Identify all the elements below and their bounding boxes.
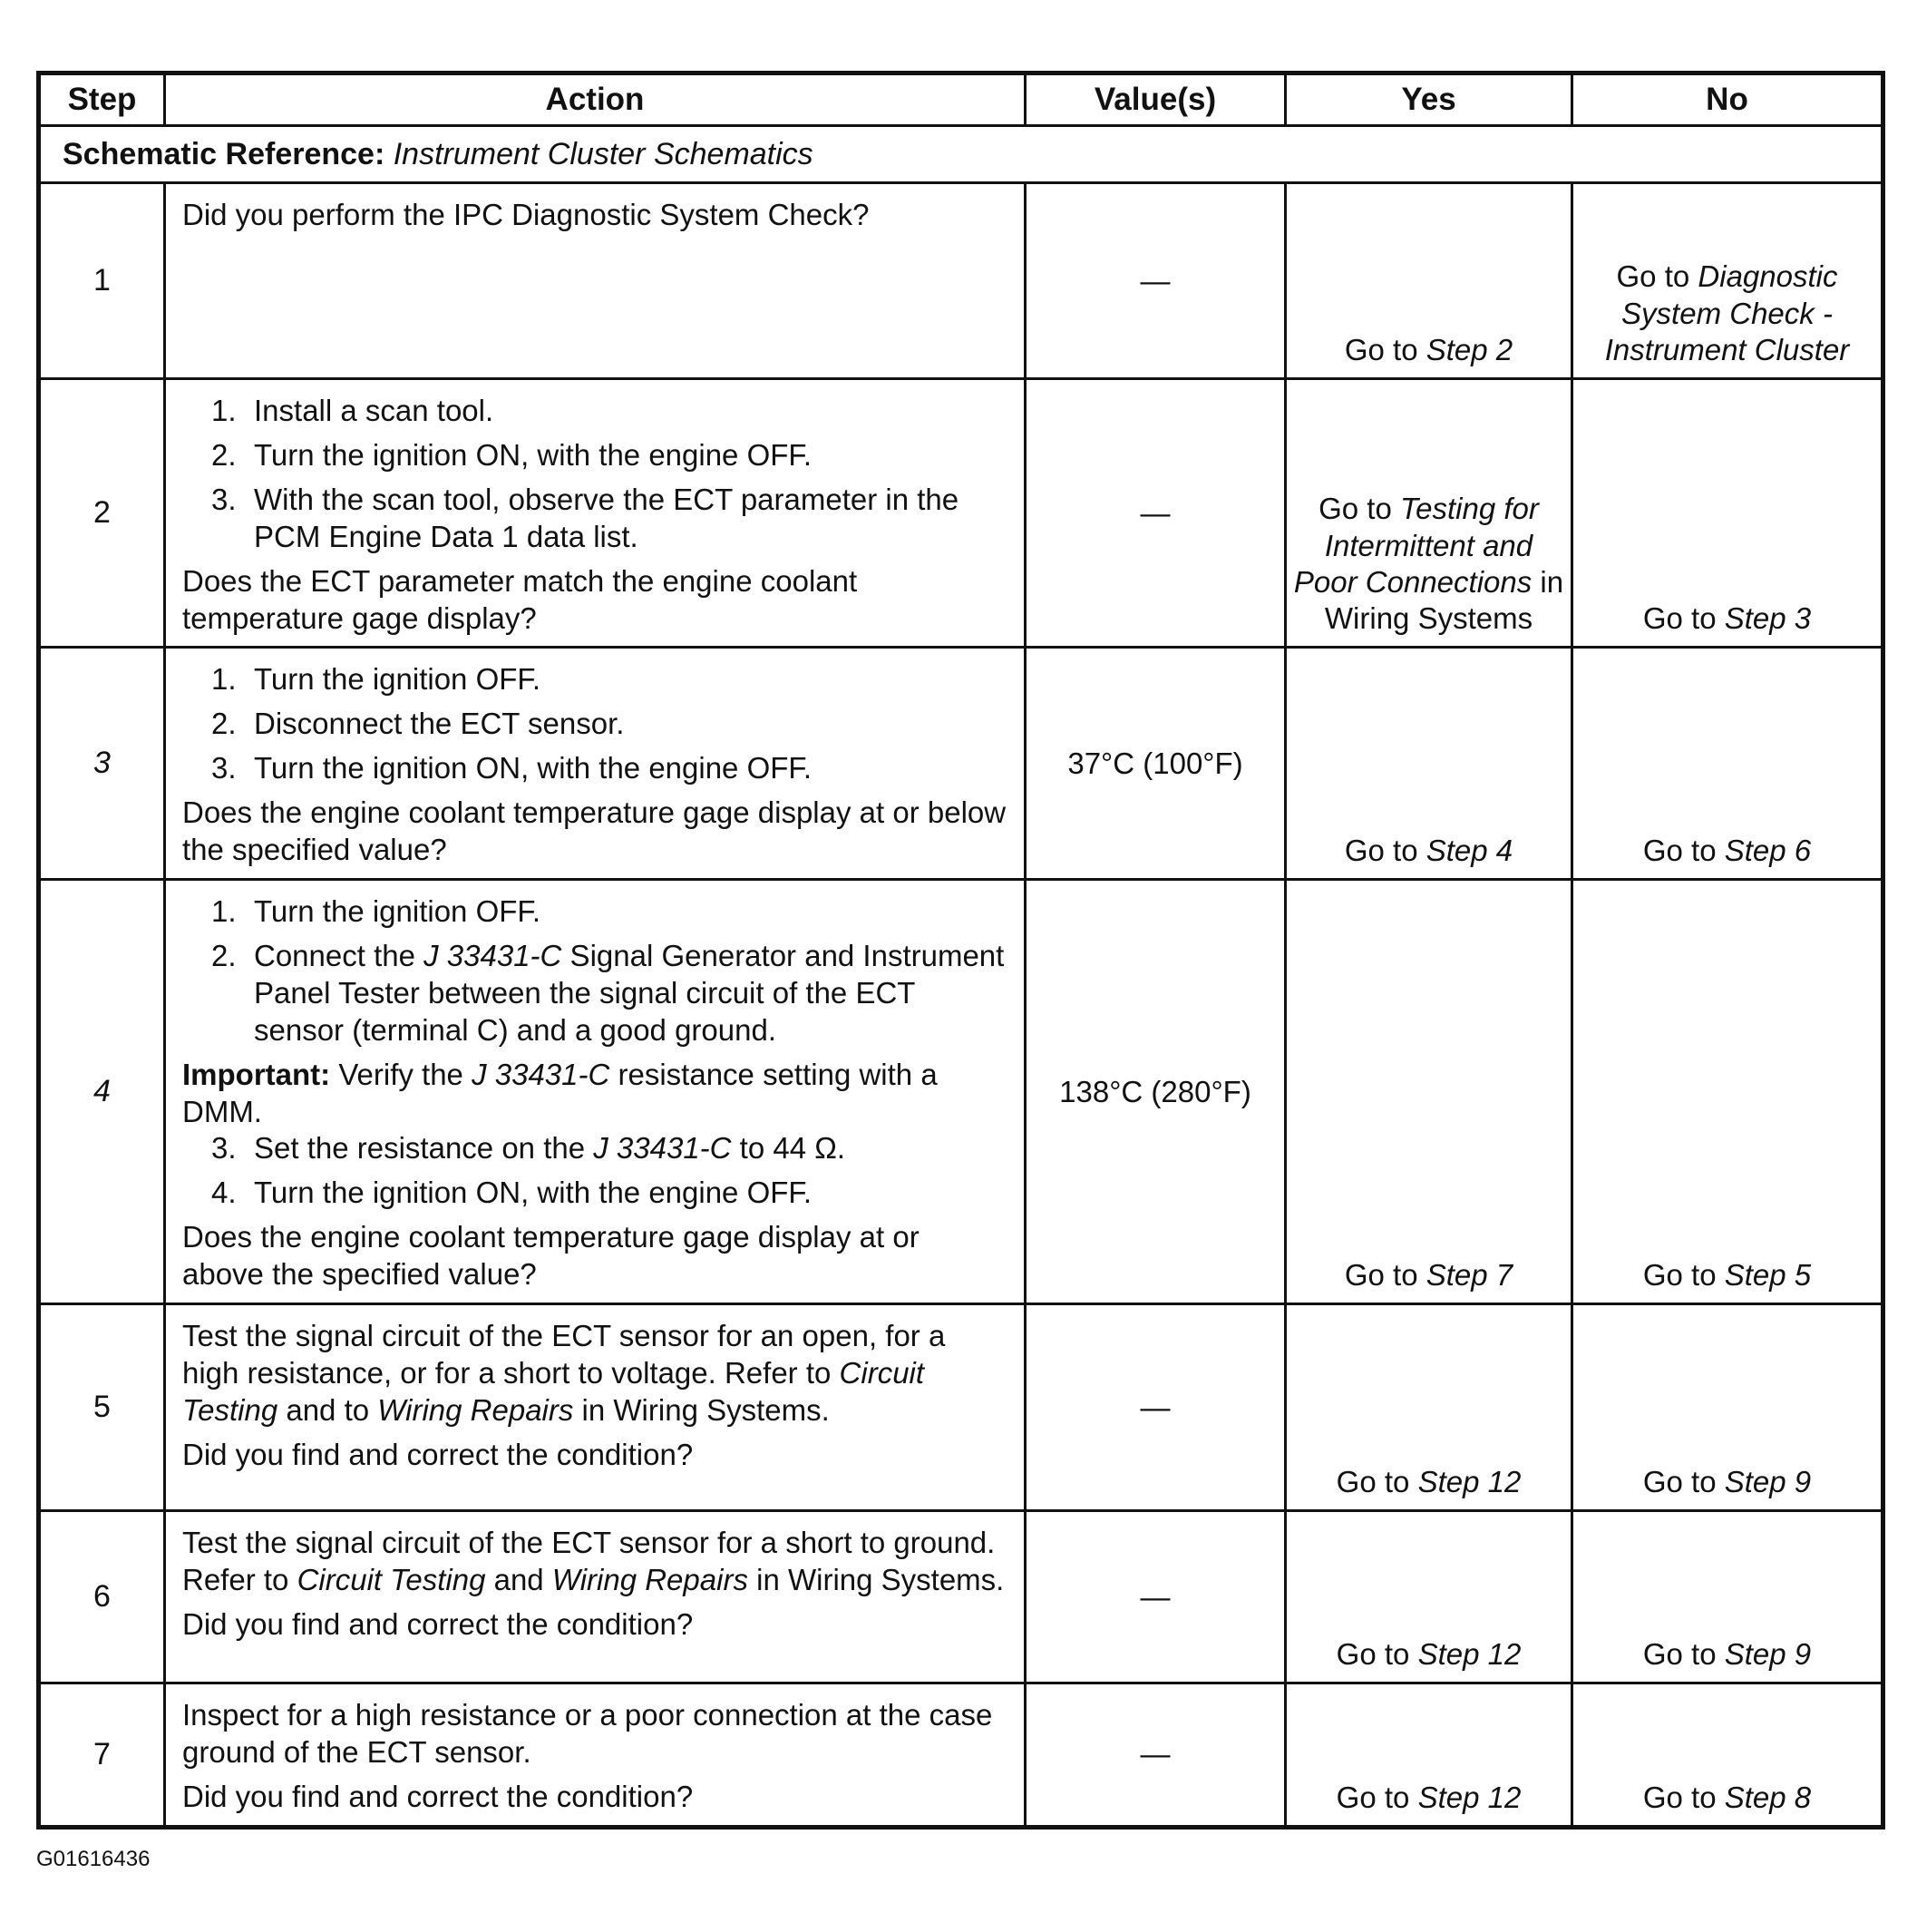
table-row (39, 879, 1883, 1303)
cross-reference-text[interactable]: Step 8 (1724, 1780, 1812, 1814)
text-run: Go to (1336, 1464, 1418, 1498)
text-run: Go to (1336, 1780, 1418, 1814)
action-cell (165, 1683, 1026, 1828)
procedure-item (182, 393, 1007, 430)
text-run: Go to (1642, 1464, 1725, 1498)
value-cell: — (1026, 1511, 1286, 1683)
cross-reference-text[interactable]: Circuit Testing (297, 1562, 486, 1596)
procedure-item (182, 938, 1007, 1049)
text-run: Turn the ignition ON, with the engine OFF. (254, 751, 813, 785)
procedure-list (182, 661, 1007, 787)
cross-reference-text[interactable]: Step 9 (1724, 1636, 1812, 1671)
text-run: Go to (1344, 833, 1426, 867)
yes-cell (1286, 183, 1572, 379)
procedure-item (182, 1130, 1007, 1167)
text-run: Go to (1344, 1257, 1426, 1292)
action-paragraph (182, 795, 1007, 869)
procedure-list (182, 1130, 1007, 1212)
procedure-item-number: 2. (211, 437, 237, 472)
cross-reference-text[interactable]: J 33431-C (472, 1057, 610, 1091)
procedure-item (182, 750, 1007, 787)
text-run: in Wiring Systems. (747, 1562, 1005, 1596)
procedure-item (182, 661, 1007, 698)
text-run: Turn the ignition OFF. (254, 662, 541, 697)
procedure-item-number: 1. (211, 662, 237, 697)
table-row (39, 1304, 1883, 1511)
action-paragraph (182, 1437, 1007, 1474)
action-cell (165, 1304, 1026, 1511)
value-cell: 37°C (100°F) (1026, 648, 1286, 880)
cross-reference-text[interactable]: Wiring Repairs (551, 1562, 748, 1596)
action-cell (165, 183, 1026, 379)
table-row (39, 379, 1883, 648)
header-no: No (1572, 73, 1883, 126)
procedure-item-number: 1. (211, 394, 237, 427)
step-number: 5 (39, 1304, 165, 1511)
text-run: Install a scan tool. (254, 394, 494, 427)
text-run: Turn the ignition ON, with the engine OFF. (254, 437, 813, 472)
text-run: Does the ECT parameter match the engine coolant temperature gage display? (182, 563, 858, 635)
procedure-item-number: 3. (211, 482, 237, 516)
text-run: Set the resistance on the (254, 1131, 594, 1166)
text-run: With the scan tool, observe the ECT parameter in the PCM Engine Data 1 data list. (254, 482, 959, 553)
procedure-item-number: 2. (211, 938, 237, 972)
text-run: Go to (1642, 1636, 1725, 1671)
action-cell (165, 1511, 1026, 1683)
text-run: Connect the (254, 938, 424, 972)
procedure-item (182, 437, 1007, 474)
procedure-list (182, 893, 1007, 1049)
cross-reference-text[interactable]: Step 5 (1724, 1257, 1812, 1292)
text-run: Verify the (330, 1057, 472, 1091)
yes-cell (1286, 1304, 1572, 1511)
text-run: Go to (1642, 833, 1725, 867)
procedure-item-number: 3. (211, 1131, 237, 1166)
header-action: Action (165, 73, 1026, 126)
no-cell (1572, 1683, 1883, 1828)
no-cell (1572, 183, 1883, 379)
action-paragraph (182, 1525, 1007, 1599)
procedure-item-number: 2. (211, 707, 237, 741)
text-run: Did you find and correct the condition? (182, 1437, 694, 1471)
text-run: Inspect for a high resistance or a poor connection at the case ground of the ECT sensor. (182, 1698, 993, 1769)
cross-reference-text[interactable]: Step 9 (1724, 1464, 1812, 1498)
value-cell: — (1026, 1304, 1286, 1511)
no-cell (1572, 879, 1883, 1303)
procedure-item (182, 482, 1007, 556)
no-cell (1572, 379, 1883, 648)
header-yes: Yes (1286, 73, 1572, 126)
cross-reference-text[interactable]: Step 4 (1426, 833, 1513, 867)
procedure-item (182, 893, 1007, 931)
action-cell (165, 648, 1026, 880)
value-cell: 138°C (280°F) (1026, 879, 1286, 1303)
figure-id: G01616436 (36, 1847, 151, 1871)
procedure-item (182, 1175, 1007, 1212)
text-run: and to (277, 1392, 378, 1427)
schematic-reference (39, 126, 1883, 183)
text-run: Test the signal circuit of the ECT sensor for an open, for a high resistance, or for a short to voltage. Refer to (182, 1319, 946, 1390)
action-paragraph (182, 1057, 1007, 1131)
cross-reference-text[interactable]: Step 6 (1724, 833, 1812, 867)
action-cell (165, 879, 1026, 1303)
text-run: Go to (1344, 332, 1426, 366)
text-run: Did you find and correct the condition? (182, 1606, 694, 1641)
text-run: Did you perform the IPC Diagnostic System Check? (182, 198, 870, 231)
table-row (39, 1683, 1883, 1828)
schematic-reference-link[interactable]: Instrument Cluster Schematics (393, 136, 813, 171)
table-row (39, 648, 1883, 880)
text-run: Turn the ignition ON, with the engine OFF. (254, 1176, 813, 1210)
procedure-item-number: 4. (211, 1176, 237, 1210)
step-number: 2 (39, 379, 165, 648)
yes-cell (1286, 379, 1572, 648)
cross-reference-text[interactable]: J 33431-C (423, 938, 562, 972)
procedure-list (182, 393, 1007, 556)
diagnostic-table (36, 71, 1885, 1830)
text-run: Go to (1642, 601, 1725, 636)
procedure-item-number: 3. (211, 751, 237, 785)
cross-reference-text[interactable]: Step 12 (1417, 1464, 1522, 1498)
cross-reference-text[interactable]: Step 7 (1426, 1257, 1513, 1292)
cross-reference-text[interactable]: Diagnostic System Check - Instrument Cluster (1604, 259, 1850, 366)
action-paragraph (182, 1779, 1007, 1816)
value-cell: — (1026, 1683, 1286, 1828)
step-number: 4 (39, 879, 165, 1303)
text-run: Does the engine coolant temperature gage display at or below the specified value? (182, 795, 1007, 867)
table-row (39, 183, 1883, 379)
action-paragraph (182, 1219, 1007, 1293)
header-row (39, 73, 1883, 126)
action-paragraph (182, 563, 1007, 638)
text-run: Turn the ignition OFF. (254, 893, 541, 928)
cross-reference-text[interactable]: Step 3 (1724, 601, 1812, 636)
action-paragraph (182, 1318, 1007, 1429)
text-run: Disconnect the ECT sensor. (254, 707, 625, 741)
action-cell (165, 379, 1026, 648)
cross-reference-text[interactable]: Wiring Repairs (377, 1392, 574, 1427)
text-run: in Wiring Systems (1324, 564, 1564, 636)
header-values: Value(s) (1026, 73, 1286, 126)
yes-cell (1286, 648, 1572, 880)
text-run: Go to (1336, 1636, 1418, 1671)
action-paragraph (182, 197, 1007, 234)
text-run: resistance setting with a DMM. (182, 1057, 938, 1128)
cross-reference-text[interactable]: Testing for Intermittent and Poor Connections (1293, 492, 1539, 599)
cross-reference-text[interactable]: Step 2 (1426, 332, 1513, 366)
text-run: in Wiring Systems. (573, 1392, 830, 1427)
schematic-reference-label: Schematic Reference: (63, 136, 385, 171)
text-run: and (485, 1562, 552, 1596)
text-run: Go to (1642, 1257, 1725, 1292)
text-run: Did you find and correct the condition? (182, 1779, 694, 1813)
procedure-item-number: 1. (211, 893, 237, 928)
text-run: Signal Generator and Instrument Panel Tester between the signal circuit of the ECT sensor (terminal C) and a good ground. (254, 938, 1005, 1047)
step-number: 1 (39, 183, 165, 379)
header-step: Step (39, 73, 165, 126)
action-paragraph (182, 1697, 1007, 1771)
value-cell: — (1026, 379, 1286, 648)
emphasis-text: Important: (182, 1057, 331, 1091)
value-cell: — (1026, 183, 1286, 379)
cross-reference-text[interactable]: Step 12 (1417, 1780, 1522, 1814)
no-cell (1572, 1304, 1883, 1511)
yes-cell (1286, 879, 1572, 1303)
cross-reference-text[interactable]: J 33431-C (593, 1131, 732, 1166)
table-row (39, 1511, 1883, 1683)
text-run: to 44 Ω. (731, 1131, 846, 1166)
yes-cell (1286, 1511, 1572, 1683)
cross-reference-text[interactable]: Circuit Testing (182, 1355, 925, 1427)
schematic-reference-row (39, 126, 1883, 183)
text-run: Go to (1319, 492, 1400, 526)
action-paragraph (182, 1606, 1007, 1644)
step-number: 6 (39, 1511, 165, 1683)
step-number: 7 (39, 1683, 165, 1828)
step-number: 3 (39, 648, 165, 880)
cross-reference-text[interactable]: Step 12 (1417, 1636, 1522, 1671)
no-cell (1572, 648, 1883, 880)
text-run: Go to (1616, 259, 1698, 294)
yes-cell (1286, 1683, 1572, 1828)
no-cell (1572, 1511, 1883, 1683)
text-run: Does the engine coolant temperature gage display at or above the specified value? (182, 1220, 920, 1292)
procedure-item (182, 706, 1007, 743)
diagnostic-table-sheet (36, 71, 1881, 1830)
text-run: Test the signal circuit of the ECT sensor for a short to ground. Refer to (182, 1526, 996, 1596)
text-run: Go to (1642, 1780, 1725, 1814)
